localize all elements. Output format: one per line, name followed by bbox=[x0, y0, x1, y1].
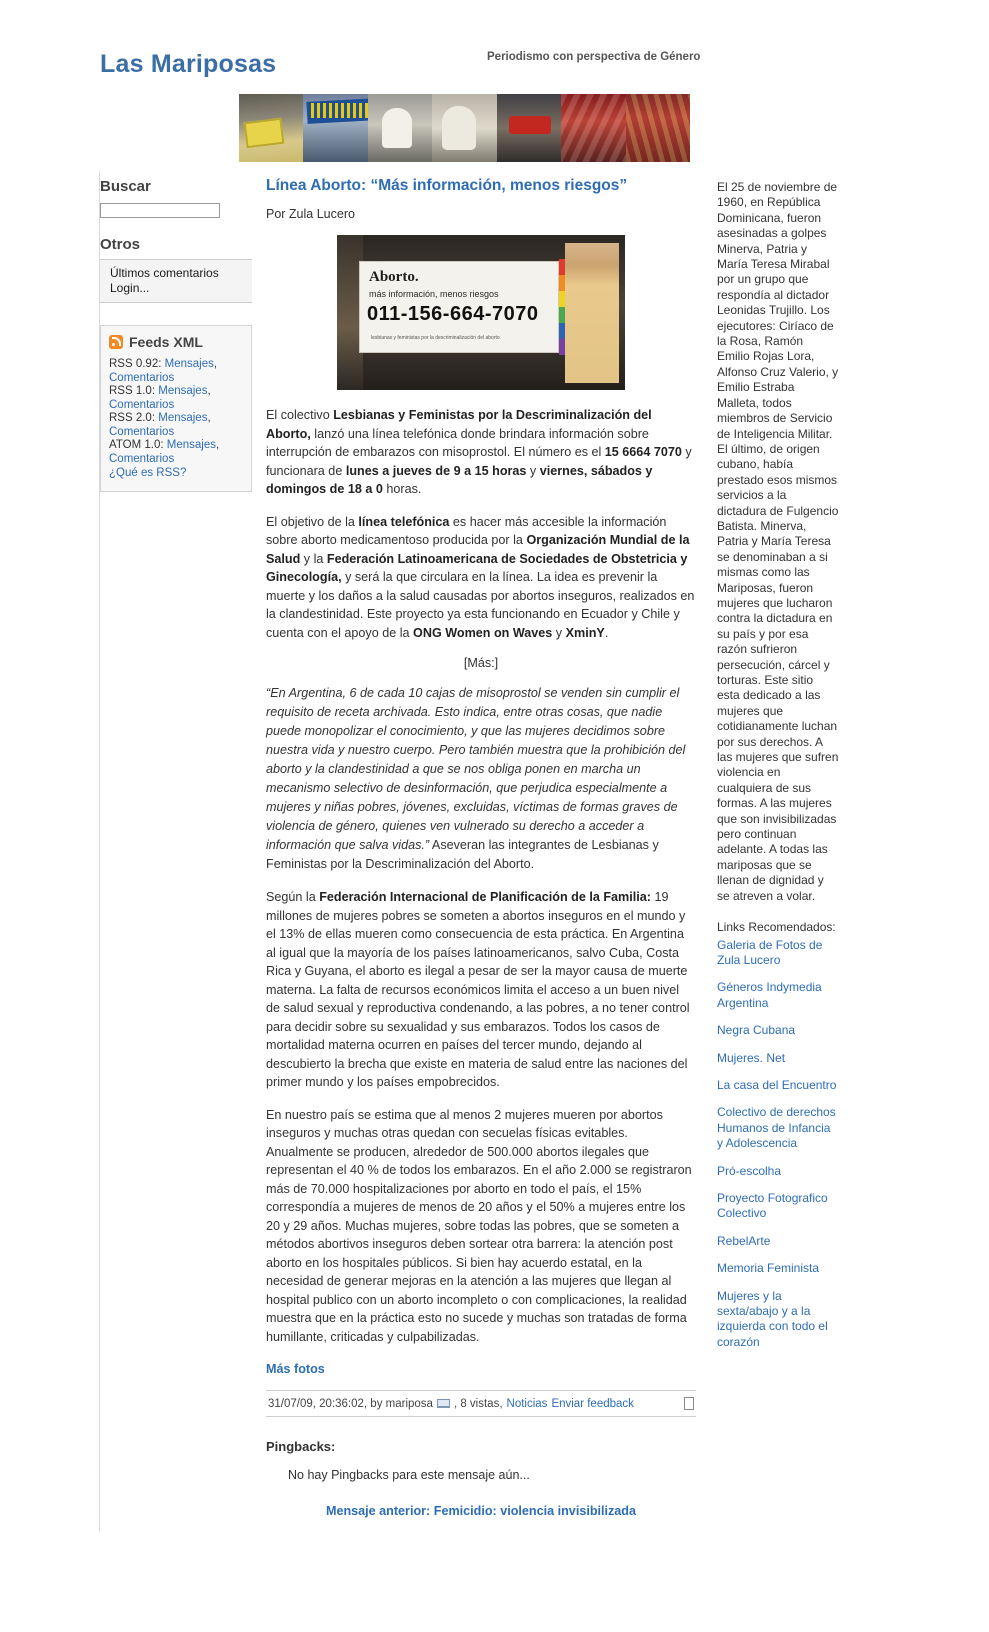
p2-seg-f: Federación Latinoamericana de Sociedades de Obstetricia y Ginecología, bbox=[266, 551, 688, 584]
feeds-heading-row bbox=[109, 334, 243, 350]
rss-icon bbox=[109, 335, 123, 349]
recommended-link-generos-indymedia[interactable]: Géneros Indymedia Argentina bbox=[717, 980, 822, 1010]
photo-sign-line-2: más información, menos riesgos bbox=[369, 289, 499, 299]
article bbox=[266, 176, 696, 1518]
p2-seg-g: y será la que circulara en la línea. La idea es prevenir la muerte y los daños a la salud causadas por abortos inseguros, realizados en la clandestinidad. Este proyecto ya esta funcionando en Ecuador y Chile y cuenta con el apoyo de la bbox=[266, 570, 695, 640]
photo-sign-line-1: Aborto. bbox=[369, 269, 419, 285]
feed-name: RSS 0.92: bbox=[109, 358, 162, 370]
article-paragraph-4: En nuestro país se estima que al menos 2 mujeres mueren por abortos inseguros y muchas otras quedan con secuelas físicas evitables. Anualmente se producen, alrededor de 500.000 abortos ilegales que representan el 40 % de todos los embarazos. En el año 2.000 se registraron más de 70.000 hospitalizaciones por aborto en todo el país, el 15% correspondía a mujeres de menos de 20 años y el 50% a mujeres entre los 20 y 29 años. Muchas mujeres, sobre todas las pobres, que se someten a métodos abortivos inseguros deben sortear otra barrera: la atención post aborto en los hospitales públicos. Si bien hay acuerdo estatal, en la necesidad de generar mejoras en la atención a las mujeres que llegan al hospital publico con un aborto incompleto o con complicaciones, la realidad muestra que en la práctica esto no sucede y muchas son tratadas de forma humillante, criticadas y culpabilizadas. bbox=[266, 1107, 692, 1344]
previous-message-link[interactable]: Mensaje anterior: Femicidio: violencia invisibilizada bbox=[325, 1504, 637, 1518]
feed-link-comentarios[interactable]: Comentarios bbox=[109, 398, 175, 411]
article-views: , 8 vistas, bbox=[453, 1397, 503, 1410]
feed-link-mensajes[interactable]: Mensajes bbox=[158, 412, 208, 424]
feed-name: ATOM 1.0: bbox=[109, 439, 164, 451]
document-icon[interactable] bbox=[684, 1397, 694, 1410]
recommended-link-mujeres-net[interactable]: Mujeres. Net bbox=[717, 1050, 786, 1065]
banner-image-4 bbox=[432, 94, 496, 162]
p2-seg-d: Organización Mundial de la Salud bbox=[266, 533, 690, 566]
otros-heading: Otros bbox=[100, 236, 141, 253]
p3-seg-b: Federación Internacional de Planificación de la Familia: bbox=[319, 890, 651, 904]
article-quote bbox=[266, 684, 696, 874]
p2-seg-k: . bbox=[604, 625, 609, 640]
rss-help-row bbox=[109, 467, 243, 481]
banner-image-7 bbox=[626, 94, 690, 162]
site-tagline: Periodismo con perspectiva de Género bbox=[487, 51, 701, 63]
article-meta-bar bbox=[266, 1390, 696, 1417]
recommended-links-heading: Links Recomendados: bbox=[717, 920, 836, 935]
article-photo bbox=[337, 235, 625, 390]
banner-image-5 bbox=[497, 94, 561, 162]
sidebar-item-login[interactable]: Login... bbox=[110, 281, 150, 295]
feeds-panel bbox=[100, 325, 252, 492]
p2-seg-j: XminY bbox=[565, 625, 605, 640]
p2-seg-h: ONG Women on Waves bbox=[413, 625, 553, 640]
p3-seg-a: Según la bbox=[266, 890, 320, 904]
feed-row: RSS 1.0: Mensajes, Comentarios bbox=[109, 385, 211, 411]
more-photos-link[interactable]: Más fotos bbox=[266, 1362, 325, 1376]
p2-seg-i: y bbox=[552, 625, 566, 640]
about-text: El 25 de noviembre de 1960, en República Dominicana, fueron asesinadas a golpes Minerva, Patria y María Teresa Mirabal por un grupo que respondía al dictador Leonidas Trujillo. Los ejecutores: Ciríaco de la Rosa, Ramón Emilio Rojas Lora, Alfonso Cruz Valerio, y Emilio Estraba Malleta, todos miembros de Servicio de Inteligencia Militar. El último, de origen cubano, había prestado esos mismos servicios a la dictadura de Fulgencio Batista. Minerva, Patria y María Teresa se denominaban a si mismas como las Mariposas, fueron mujeres que lucharon contra la dictadura en su país y por esa razón sufrieron persecución, cárcel y torturas. Este sitio esta dedicado a las mujeres que cotidianamente luchan por sus derechos. A las mujeres que sufren violencia en cualquiera de sus formas. A las mujeres que son invisibilizadas pero continuan adelante. A todas las mariposas que se llenan de dignidad y se atreven a volar. bbox=[717, 180, 839, 903]
right-column bbox=[717, 180, 839, 1362]
feed-row: RSS 2.0: Mensajes, Comentarios bbox=[109, 412, 211, 438]
sidebar bbox=[100, 178, 252, 492]
p2-seg-a: El objetivo de la bbox=[266, 514, 359, 529]
article-category-link[interactable]: Noticias bbox=[506, 1397, 548, 1410]
sidebar-item-ultimos-comentarios[interactable]: Últimos comentarios bbox=[110, 266, 219, 280]
feed-row: RSS 0.92: Mensajes, Comentarios bbox=[109, 358, 218, 384]
previous-message-row bbox=[266, 1504, 696, 1518]
feeds-heading: Feeds XML bbox=[129, 334, 203, 350]
pingbacks-empty-text: No hay Pingbacks para este mensaje aún... bbox=[288, 1468, 530, 1482]
p3-seg-c: 19 millones de mujeres pobres se someten a abortos inseguros en el mundo y el 13% de ellas mueren como consecuencia de esta práctica. En Argentina al igual que la mayoría de los países latinoamericanos, salvo Cuba, Costa Rica y Guyana, el aborto es ilegal a pesar de ser la mayor causa de muerte materna. La falta de recursos económicos limita el acceso a un buen nivel de salud sexual y reproductiva condenando, a las pobres, a no tener control para decidir sobre su sexualidad y sus embarazos. Todos los casos de mortalidad materna ocurren en países del tercer mundo, dejando al descubierto la brecha que existe en materia de salud entre las naciones del primer mundo y los países empobrecidos. bbox=[266, 890, 690, 1089]
p1-seg-d: 15 6664 7070 bbox=[604, 445, 682, 459]
recommended-link-memoria-feminista[interactable]: Memoria Feminista bbox=[717, 1261, 820, 1276]
article-feedback-link[interactable]: Enviar feedback bbox=[551, 1397, 634, 1410]
article-byline: Por Zula Lucero bbox=[266, 207, 355, 221]
feed-link-mensajes[interactable]: Mensajes bbox=[166, 439, 216, 451]
article-paragraph-2 bbox=[266, 513, 696, 643]
recommended-link-galeria-fotos[interactable]: Galeria de Fotos de Zula Lucero bbox=[717, 937, 823, 967]
recommended-link-casa-del-encuentro[interactable]: La casa del Encuentro bbox=[717, 1077, 837, 1092]
otros-list bbox=[100, 259, 252, 303]
site-header bbox=[0, 0, 989, 86]
p1-seg-i: horas. bbox=[382, 482, 422, 496]
article-paragraph-3 bbox=[266, 888, 696, 1092]
p1-seg-a: El colectivo bbox=[266, 408, 334, 422]
quote-attribution: Aseveran las integrantes de Lesbianas y Feministas por la Descriminalización del Aborto. bbox=[266, 838, 659, 871]
article-paragraph-1 bbox=[266, 406, 696, 499]
feed-link-comentarios[interactable]: Comentarios bbox=[109, 425, 175, 438]
p1-seg-f: lunes a jueves de 9 a 15 horas bbox=[345, 463, 527, 478]
feed-row: ATOM 1.0: Mensajes, Comentarios bbox=[109, 439, 220, 465]
banner-image-3 bbox=[368, 94, 432, 162]
recommended-link-pro-escolha[interactable]: Pró-escolha bbox=[717, 1163, 782, 1178]
p1-seg-c: lanzó una línea telefónica donde brindara información sobre interrupción de embarazos con misoprostol. El número es el bbox=[266, 426, 649, 459]
banner-photo-strip bbox=[239, 94, 690, 162]
p2-seg-e: y la bbox=[300, 551, 327, 566]
rss-help-link[interactable]: ¿Qué es RSS? bbox=[109, 467, 187, 479]
search-input[interactable] bbox=[100, 203, 220, 218]
more-marker: [Más:] bbox=[463, 656, 499, 670]
recommended-link-proyecto-fotografico[interactable]: Proyecto Fotografico Colectivo bbox=[717, 1190, 828, 1221]
recommended-link-negra-cubana[interactable]: Negra Cubana bbox=[717, 1023, 796, 1038]
feed-link-comentarios[interactable]: Comentarios bbox=[109, 371, 175, 384]
feed-name: RSS 2.0: bbox=[109, 412, 156, 424]
p1-seg-g: y bbox=[526, 463, 540, 478]
recommended-link-rebelarte[interactable]: RebelArte bbox=[717, 1233, 771, 1248]
recommended-link-colectivo-ddhh[interactable]: Colectivo de derechos Humanos de Infancia y Adolescencia bbox=[717, 1105, 836, 1151]
feed-link-mensajes[interactable]: Mensajes bbox=[164, 358, 214, 370]
article-title: Línea Aborto: “Más información, menos riesgos” bbox=[266, 177, 628, 194]
photo-sign-line-3: 011-156-664-7070 bbox=[367, 303, 539, 325]
p2-seg-b: línea telefónica bbox=[358, 514, 450, 529]
recommended-link-mujeres-y-la-sexta[interactable]: Mujeres y la sexta/abajo y a la izquierda con todo el corazón bbox=[717, 1288, 828, 1349]
search-heading: Buscar bbox=[100, 178, 151, 195]
banner-image-6 bbox=[561, 94, 625, 162]
feed-link-mensajes[interactable]: Mensajes bbox=[158, 385, 208, 397]
feed-link-comentarios[interactable]: Comentarios bbox=[109, 452, 175, 465]
pingbacks-heading: Pingbacks: bbox=[266, 1439, 336, 1454]
p1-seg-h: viernes, sábados y domingos de 18 a 0 bbox=[266, 463, 653, 496]
banner-image-2 bbox=[303, 94, 367, 162]
p1-seg-b: Lesbianas y Feministas por la Descriminalización del Aborto, bbox=[266, 408, 652, 441]
quote-text: “En Argentina, 6 de cada 10 cajas de misoprostol se venden sin cumplir el requisito de receta archivada. Esto indica, entre otras cosas, que nadie puede monopolizar el conocimiento, y que las mujeres decidimos sobre nuestra vida y nuestro cuerpo. Pero también muestra que la prohibición del aborto y la clandestinidad a que se nos obliga ponen en marcha un mecanismo selectivo de desinformación, que perjudica especialmente a mujeres y niñas pobres, jóvenes, excluidas, víctimas de formas graves de violencia de género, quienes ven vulnerado su derecho a acceder a información que salva vidas.” bbox=[266, 686, 686, 852]
p1-seg-e: y funcionara de bbox=[266, 445, 692, 478]
photo-person-right bbox=[565, 243, 619, 383]
site-title: Las Mariposas bbox=[100, 50, 277, 78]
p2-seg-c: es hacer más accesible la información sobre aborto medicamentoso producida por la bbox=[266, 514, 667, 547]
photo-sign-line-4: lesbianas y feministas por la descriminalización del aborto bbox=[371, 335, 500, 341]
banner-image-1 bbox=[239, 94, 303, 162]
article-timestamp: 31/07/09, 20:36:02, by mariposa bbox=[268, 1397, 433, 1410]
mail-icon[interactable] bbox=[437, 1399, 450, 1408]
feed-name: RSS 1.0: bbox=[109, 385, 156, 397]
